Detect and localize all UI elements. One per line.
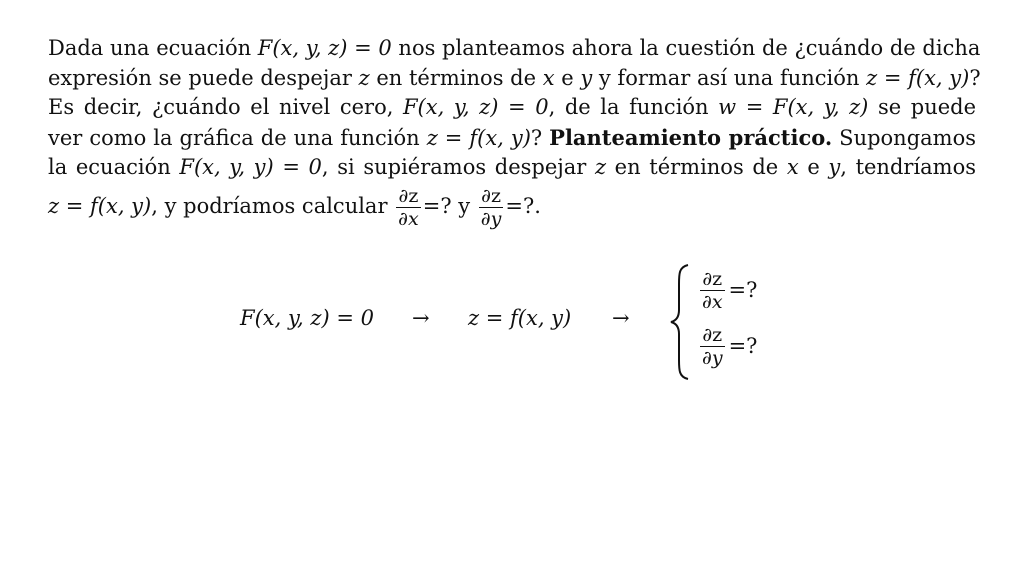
math-var: z bbox=[594, 155, 607, 179]
fraction-numerator: ∂z bbox=[702, 267, 723, 290]
text: , de la función bbox=[548, 95, 719, 119]
paragraph-line-4 bbox=[48, 123, 976, 154]
text: ? bbox=[969, 65, 981, 90]
text: =? y bbox=[422, 193, 477, 218]
math-equation: F(x, y, y) = 0 bbox=[179, 155, 322, 179]
text: la ecuación bbox=[48, 155, 180, 179]
text: nos planteamos ahora la cuestión de ¿cuándo de dicha bbox=[391, 36, 981, 60]
paragraph-line-2 bbox=[48, 64, 981, 94]
equation-implicit: F(x, y, z) = 0 bbox=[240, 306, 374, 330]
text: , y podríamos calcular bbox=[151, 193, 395, 218]
equals-question: =? bbox=[728, 334, 758, 358]
math-equation: z = f(x, y) bbox=[426, 125, 531, 150]
equation-explicit: z = f(x, y) bbox=[468, 306, 572, 330]
math-equation: F(x, y, z) = 0 bbox=[257, 36, 392, 60]
text: y formar así una función bbox=[592, 65, 867, 90]
text: =?. bbox=[505, 193, 541, 218]
text: Supongamos bbox=[832, 125, 977, 150]
fraction-numerator: ∂z bbox=[702, 323, 723, 346]
math-equation: z = f(x, y) bbox=[866, 65, 970, 90]
fraction-denominator: ∂y bbox=[702, 346, 723, 369]
text: e bbox=[798, 155, 829, 179]
right-arrow-icon: → bbox=[412, 306, 430, 330]
bold-heading: Planteamiento práctico. bbox=[549, 124, 833, 150]
text: expresión se puede despejar bbox=[48, 65, 359, 90]
math-var: y bbox=[828, 155, 841, 179]
case-dz-dx bbox=[698, 262, 757, 318]
intro-paragraph bbox=[48, 34, 981, 230]
fraction-denominator: ∂x bbox=[398, 207, 419, 230]
math-var: y bbox=[580, 65, 593, 90]
fraction-numerator: ∂z bbox=[481, 184, 501, 207]
math-equation: z = f(x, y) bbox=[48, 193, 152, 218]
math-var: x bbox=[786, 155, 799, 179]
text: en términos de bbox=[369, 65, 543, 90]
math-var: z bbox=[358, 65, 370, 90]
text: se puede bbox=[868, 95, 977, 119]
text: Dada una ecuación bbox=[48, 36, 258, 60]
equals-question: =? bbox=[728, 278, 758, 302]
partial-derivative-fraction bbox=[700, 324, 725, 369]
text: en términos de bbox=[606, 155, 787, 179]
math-equation: w = F(x, y, z) bbox=[718, 95, 869, 119]
right-arrow-icon: → bbox=[612, 306, 630, 330]
text: ver como la gráfica de una función bbox=[48, 125, 427, 150]
fraction-denominator: ∂y bbox=[480, 207, 502, 230]
paragraph-line-3 bbox=[48, 93, 976, 123]
paragraph-line-6 bbox=[48, 185, 976, 230]
derivative-cases bbox=[698, 262, 757, 374]
left-brace-icon bbox=[668, 262, 692, 382]
text: Es decir, ¿cuándo el nivel cero, bbox=[48, 95, 403, 119]
text: , tendríamos bbox=[840, 155, 977, 179]
math-equation: F(x, y, z) = 0 bbox=[402, 95, 549, 119]
math-var: x bbox=[542, 65, 555, 90]
partial-derivative-fraction bbox=[396, 185, 421, 230]
case-dz-dy bbox=[698, 318, 757, 374]
text: ? bbox=[530, 125, 550, 150]
text: e bbox=[554, 65, 581, 90]
fraction-numerator: ∂z bbox=[398, 184, 419, 207]
partial-derivative-fraction bbox=[479, 185, 504, 230]
text: , si supiéramos despejar bbox=[321, 155, 595, 179]
partial-derivative-fraction bbox=[700, 268, 725, 313]
paragraph-line-1 bbox=[48, 34, 981, 64]
fraction-denominator: ∂x bbox=[702, 290, 723, 313]
paragraph-line-5 bbox=[48, 153, 976, 183]
